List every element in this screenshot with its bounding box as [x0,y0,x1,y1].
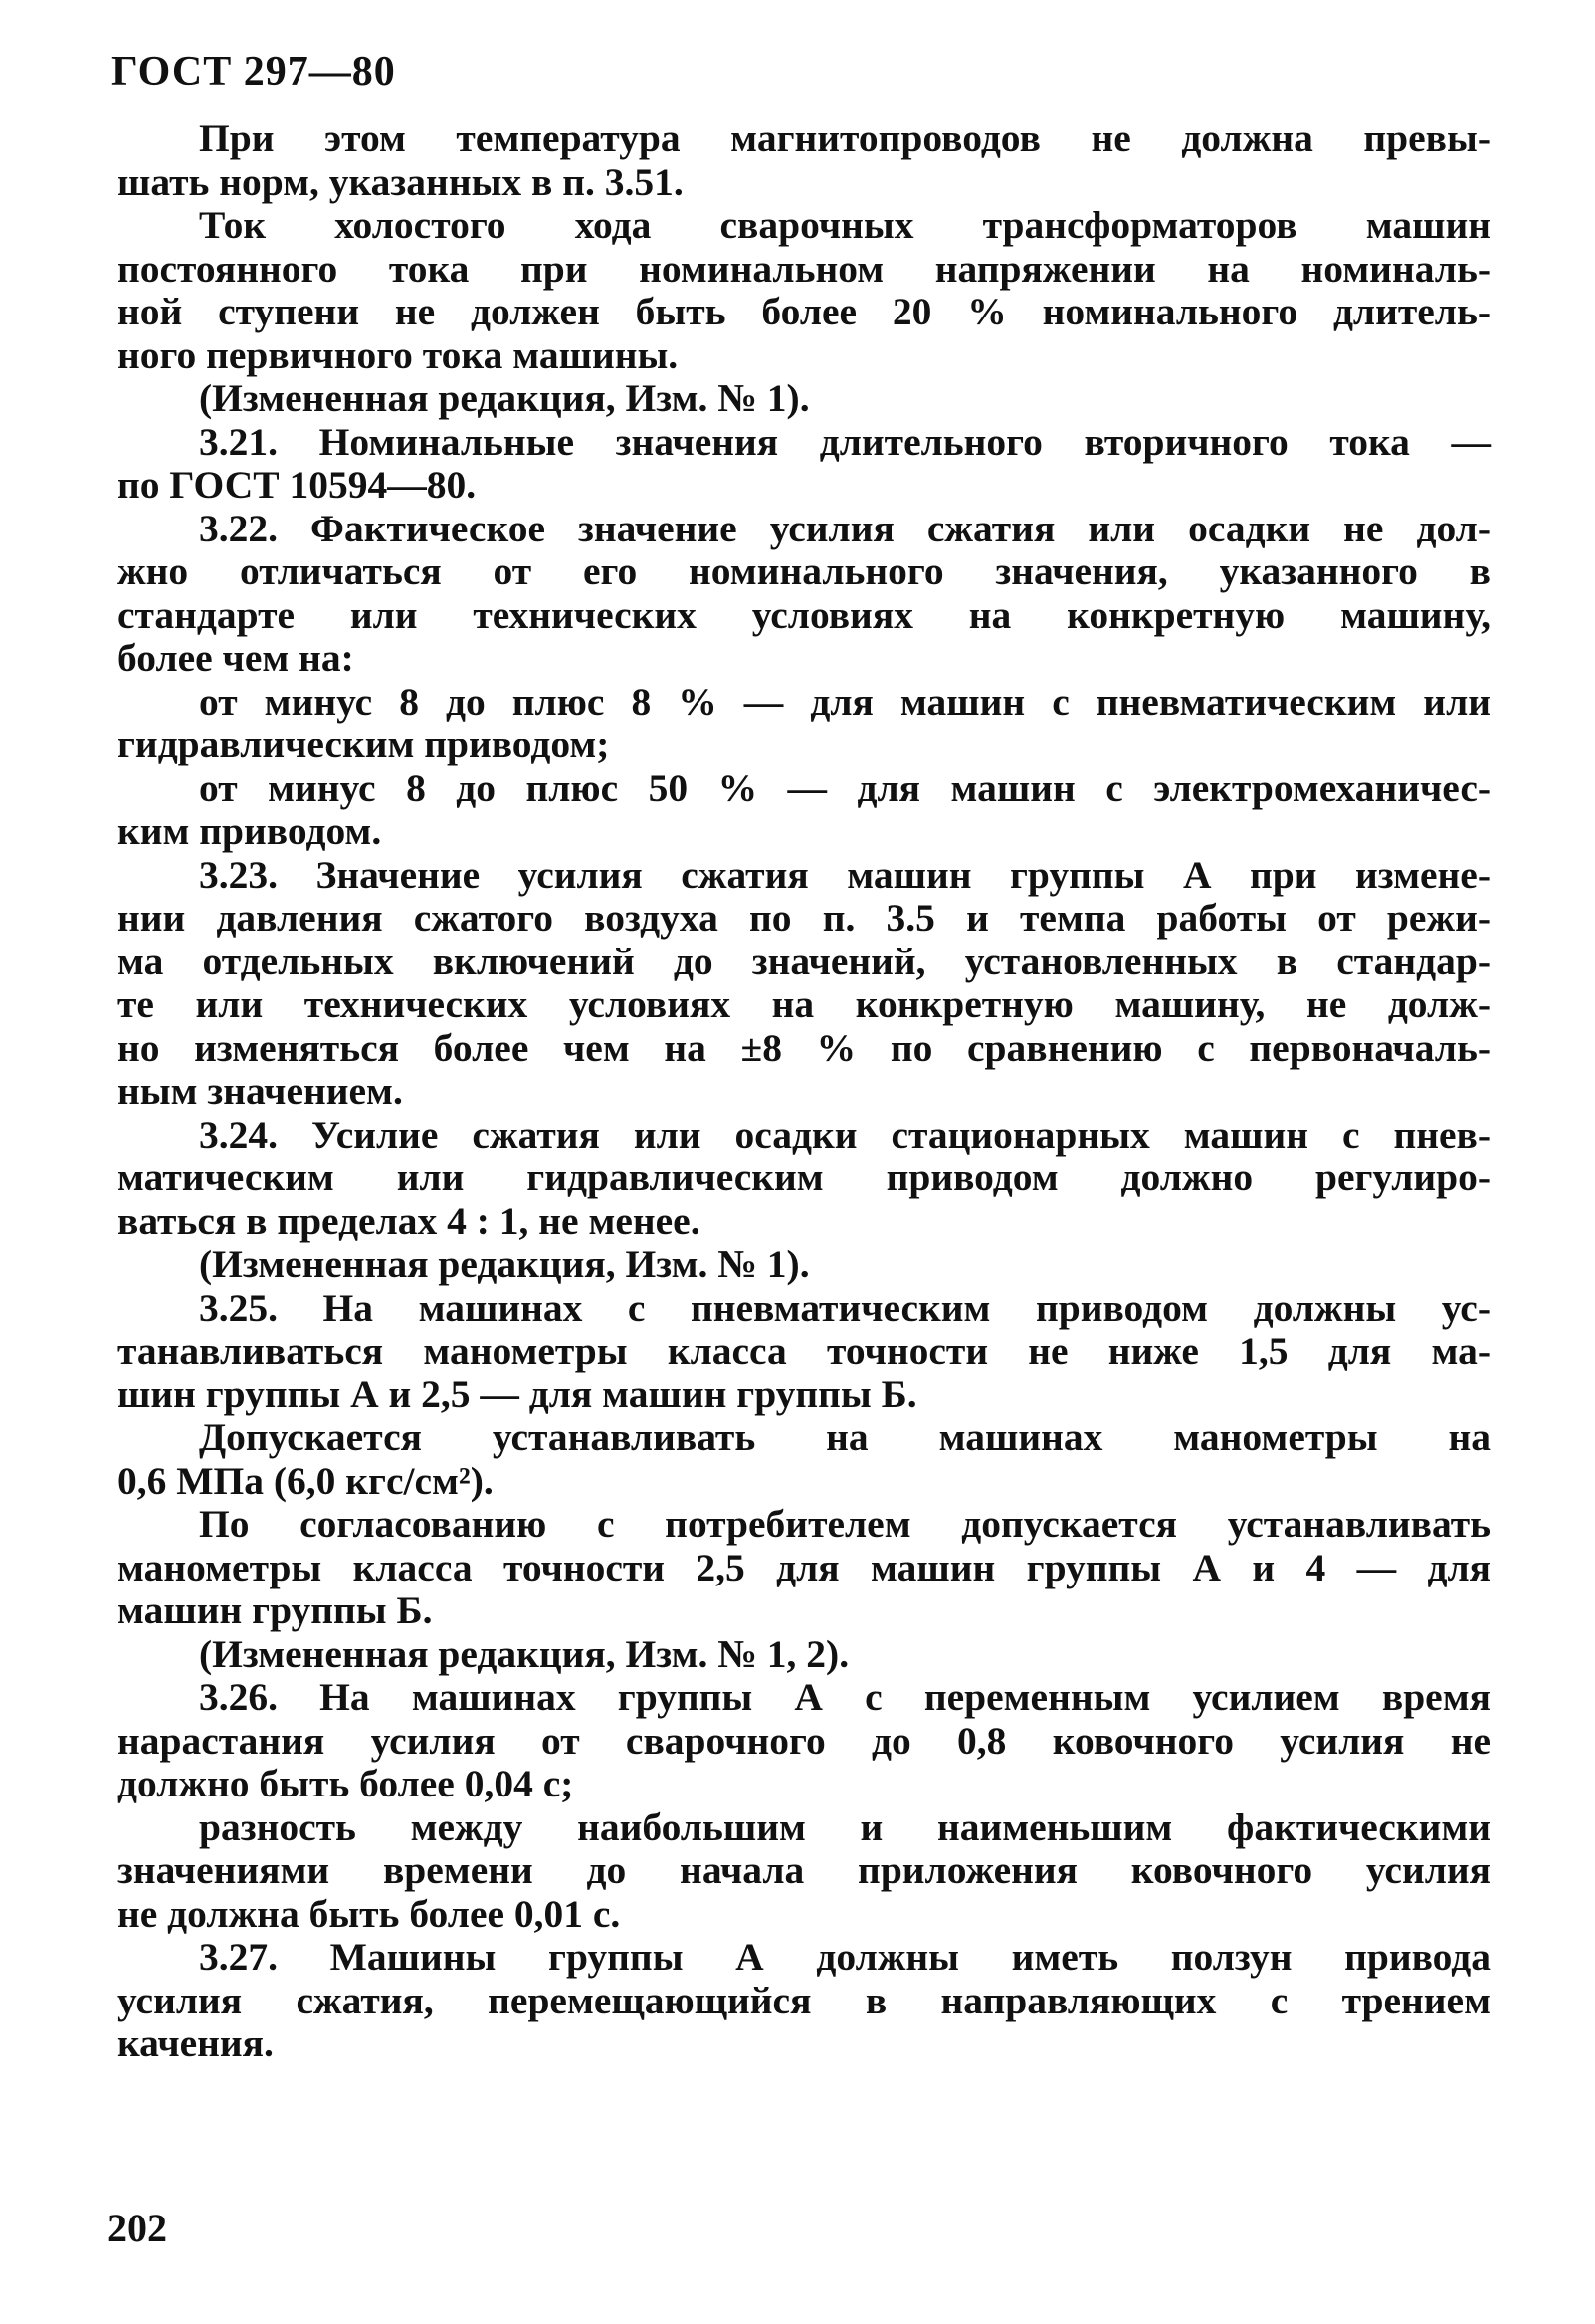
text-line: ма отдельных включений до значений, установленных в стандар- [117,939,1491,983]
text-line: (Измененная редакция, Изм. № 1). [199,1242,810,1286]
text-line: нии давления сжатого воздуха по п. 3.5 и темпа работы от режи- [117,896,1491,940]
text-line: не должна быть более 0,01 с. [117,1891,621,1936]
text-line: ным значением. [117,1069,403,1113]
text-line: Допускается устанавливать на машинах манометры на [199,1415,1491,1459]
text-line: 3.23. Значение усилия сжатия машин группы А при измене- [199,852,1491,897]
text-line: Ток холостого хода сварочных трансформаторов машин [199,203,1491,247]
text-line: 3.21. Номинальные значения длительного вторичного тока — [199,419,1491,464]
text-line: постоянного тока при номинальном напряжении на номиналь- [117,246,1491,291]
document-code-header: ГОСТ 297—80 [111,49,396,95]
text-line: 3.22. Фактическое значение усилия сжатия или осадки не дол- [199,506,1491,550]
document-body [117,117,1491,2066]
text-line: манометры класса точности 2,5 для машин группы А и 4 — для [117,1545,1491,1589]
text-line: 0,6 МПа (6,0 кгс/см²). [117,1458,494,1503]
text-line: По согласованию с потребителем допускается устанавливать [199,1502,1491,1546]
text-line: (Измененная редакция, Изм. № 1, 2). [199,1631,850,1676]
text-line: качения. [117,2021,274,2065]
text-line: танавливаться манометры класса точности не ниже 1,5 для ма- [117,1329,1491,1373]
text-line: ного первичного тока машины. [117,332,679,377]
text-line: стандарте или технических условиях на конкретную машину, [117,592,1491,637]
text-line: 3.27. Машины группы А должны иметь ползун привода [199,1935,1491,1979]
text-line: разность между наибольшим и наименьшим фактическими [199,1804,1491,1849]
text-line: от минус 8 до плюс 50 % — для машин с электромеханичес- [199,765,1491,810]
text-line: от минус 8 до плюс 8 % — для машин с пневматическим или [199,679,1491,724]
text-line: 3.26. На машинах группы А с переменным усилием время [199,1675,1491,1719]
text-line: При этом температура магнитопроводов не должна превы- [199,116,1491,160]
text-line: усилия сжатия, перемещающийся в направляющих с трением [117,1978,1491,2022]
text-line: 3.24. Усилие сжатия или осадки стационарных машин с пнев- [199,1112,1491,1157]
text-line: значениями времени до начала приложения ковочного усилия [117,1848,1491,1892]
text-line: 3.25. На машинах с пневматическим приводом должны ус- [199,1285,1491,1330]
page-number: 202 [107,2206,167,2250]
text-line: те или технических условиях на конкретную машину, не долж- [117,982,1491,1026]
text-line: гидравлическим приводом; [117,723,610,766]
text-line: ной ступени не должен быть более 20 % номинального длитель- [117,290,1491,333]
text-line: нарастания усилия от сварочного до 0,8 ковочного усилия не [117,1718,1491,1763]
text-line: матическим или гидравлическим приводом должно регулиро- [117,1156,1491,1199]
text-line: по ГОСТ 10594—80. [117,463,477,507]
text-line: но изменяться более чем на ±8 % по сравнению с первоначаль- [117,1025,1491,1070]
text-line: машин группы Б. [117,1588,433,1632]
text-line: более чем на: [117,636,354,680]
text-line: ваться в пределах 4 : 1, не менее. [117,1198,700,1243]
text-line: (Измененная редакция, Изм. № 1). [199,376,810,420]
text-line: должно быть более 0,04 с; [117,1762,574,1805]
text-line: ким приводом. [117,809,382,853]
text-line: шать норм, указанных в п. 3.51. [117,159,684,204]
text-line: жно отличаться от его номинального значения, указанного в [117,549,1491,593]
text-line: шин группы А и 2,5 — для машин группы Б. [117,1372,917,1416]
